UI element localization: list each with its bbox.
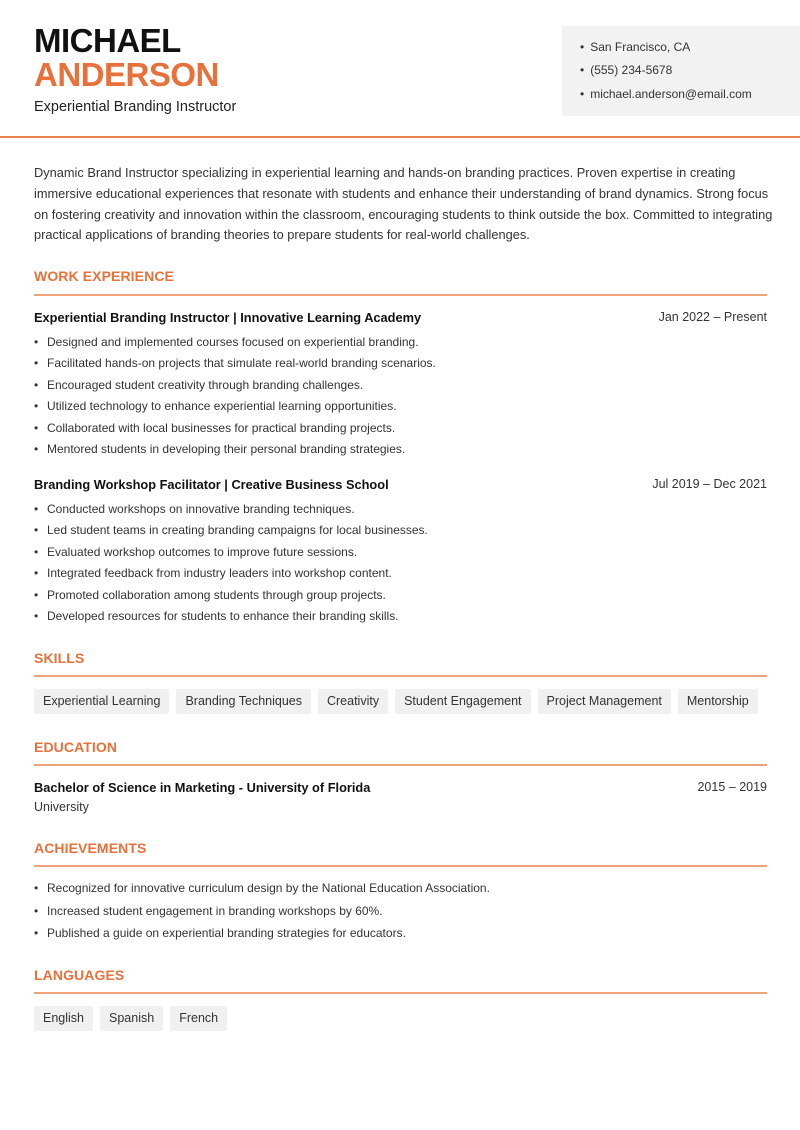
list-item: • Utilized technology to enhance experiential learning opportunities. <box>34 396 774 417</box>
list-item: • Evaluated workshop outcomes to improve future sessions. <box>34 542 774 563</box>
skill-tag: Creativity <box>318 689 388 714</box>
job-title: Experiential Branding Instructor <box>34 99 237 115</box>
list-item: • Promoted collaboration among students through group projects. <box>34 585 774 606</box>
education-dates: 2015 – 2019 <box>697 780 767 794</box>
languages-heading: LANGUAGES <box>34 967 125 983</box>
achievements-divider <box>34 865 767 867</box>
language-tag: French <box>170 1006 227 1031</box>
job-dates-2: Jul 2019 – Dec 2021 <box>652 477 767 491</box>
skills-divider <box>34 675 767 677</box>
languages-divider <box>34 992 767 994</box>
contact-box <box>562 26 800 116</box>
list-item: • Published a guide on experiential branding strategies for educators. <box>34 922 774 945</box>
summary: Dynamic Brand Instructor specializing in experiential learning and hands-on branding practices. Proven expertise in creating immersive educational experiences that resonate with students and enhance their understanding of brand dynamics. Strong focus on fostering creativity and innovation within the classroom, encouraging students to think outside the box. Committed to integrating practical applications of branding theories to prepare students for real-world challenges. <box>34 165 773 243</box>
contact-phone: • (555) 234-5678 <box>580 63 672 77</box>
list-item: • Recognized for innovative curriculum design by the National Education Association. <box>34 877 774 900</box>
list-item: • Integrated feedback from industry leaders into workshop content. <box>34 563 774 584</box>
resume-header <box>0 0 800 138</box>
job-title-1: Experiential Branding Instructor | Innovative Learning Academy <box>34 310 422 325</box>
list-item: • Developed resources for students to enhance their branding skills. <box>34 606 774 627</box>
education-institution: University <box>34 800 89 814</box>
achievements-heading: ACHIEVEMENTS <box>34 840 147 856</box>
work-experience-divider <box>34 294 767 296</box>
list-item: • Encouraged student creativity through branding challenges. <box>34 375 774 396</box>
skill-tag: Mentorship <box>678 689 758 714</box>
list-item: • Increased student engagement in branding workshops by 60%. <box>34 900 774 923</box>
list-item: • Conducted workshops on innovative branding techniques. <box>34 499 774 520</box>
contact-location: • San Francisco, CA <box>580 40 690 54</box>
skills-list <box>34 689 758 714</box>
job-bullets-1 <box>34 332 774 460</box>
list-item: • Facilitated hands-on projects that simulate real-world branding scenarios. <box>34 353 774 374</box>
list-item: • Designed and implemented courses focused on experiential branding. <box>34 332 774 353</box>
skill-tag: Experiential Learning <box>34 689 169 714</box>
job-title-2: Branding Workshop Facilitator | Creative Business School <box>34 477 389 492</box>
degree-title: Bachelor of Science in Marketing - University of Florida <box>34 780 371 795</box>
job-bullets-2 <box>34 499 774 627</box>
languages-list <box>34 1006 227 1031</box>
education-heading: EDUCATION <box>34 739 118 755</box>
list-item: • Led student teams in creating branding campaigns for local businesses. <box>34 520 774 541</box>
last-name: ANDERSON <box>34 56 219 93</box>
first-name: MICHAEL <box>34 22 181 59</box>
skill-tag: Branding Techniques <box>176 689 311 714</box>
contact-email[interactable]: • michael.anderson@email.com <box>580 87 752 101</box>
language-tag: English <box>34 1006 93 1031</box>
list-item: • Mentored students in developing their personal branding strategies. <box>34 439 774 460</box>
skill-tag: Project Management <box>538 689 671 714</box>
list-item: • Collaborated with local businesses for practical branding projects. <box>34 418 774 439</box>
job-dates-1: Jan 2022 – Present <box>658 310 767 324</box>
language-tag: Spanish <box>100 1006 163 1031</box>
skills-heading: SKILLS <box>34 650 85 666</box>
skill-tag: Student Engagement <box>395 689 530 714</box>
education-divider <box>34 764 767 766</box>
achievements-list <box>34 877 774 945</box>
work-experience-heading: WORK EXPERIENCE <box>34 268 174 284</box>
